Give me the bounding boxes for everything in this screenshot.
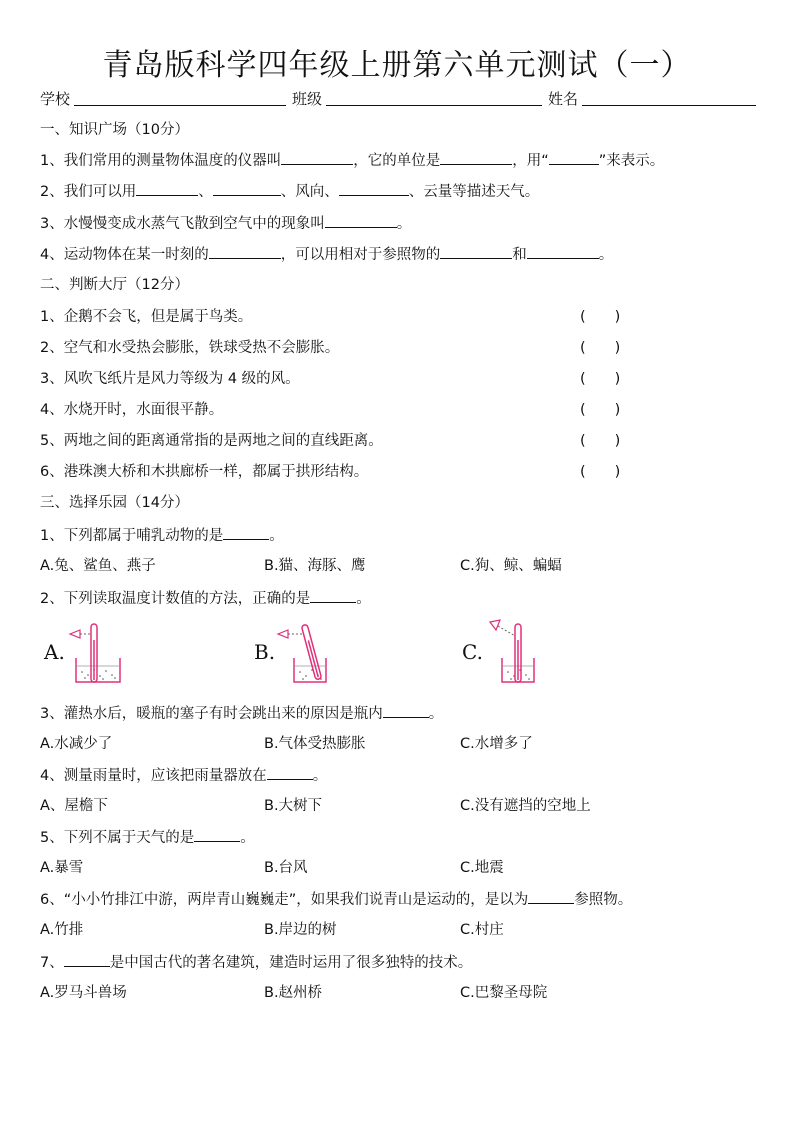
q3-option-a[interactable]: A.水减少了 (40, 736, 113, 752)
student-info-line (40, 88, 756, 110)
choice-question-6: 6、“小小竹排江中游，两岸青山巍巍走”，如果我们说青山是运动的，是以为 参照物。 (40, 889, 632, 910)
choice-question-1: 1、下列都属于哺乳动物的是 。 (40, 525, 284, 546)
s1-question-4: 4、运动物体在某一时刻的 ，可以用相对于参照物的 和 。 (40, 244, 613, 265)
judge-item-4: 4、水烧开时，水面很平静。 (40, 402, 224, 418)
q3-option-c[interactable]: C.水增多了 (460, 736, 533, 752)
school-blank[interactable] (74, 105, 286, 106)
choice-question-4: 4、测量雨量时，应该把雨量器放在 。 (40, 765, 327, 786)
class-blank[interactable] (326, 105, 542, 106)
q6-option-c[interactable]: C.村庄 (460, 922, 504, 938)
choice-question-5: 5、下列不属于天气的是 。 (40, 827, 255, 848)
choice-question-3: 3、灌热水后，暖瓶的塞子有时会跳出来的原因是瓶内 。 (40, 703, 443, 724)
name-blank[interactable] (582, 105, 756, 106)
answer-blank[interactable] (440, 150, 512, 165)
figure-label-b[interactable]: B. (254, 640, 276, 664)
choice-question-2: 2、下列读取温度计数值的方法，正确的是 。 (40, 588, 371, 609)
figure-label-a[interactable]: A. (44, 640, 65, 664)
s1-question-3: 3、水慢慢变成水蒸气飞散到空气中的现象叫 。 (40, 213, 411, 234)
answer-blank[interactable] (549, 150, 599, 165)
q4-option-c[interactable]: C.没有遮挡的空地上 (460, 798, 591, 814)
answer-blank[interactable] (223, 525, 269, 540)
s1-question-1: 1、我们常用的测量物体温度的仪器叫 ，它的单位是 ，用“ ”来表示。 (40, 150, 664, 171)
judge-answer-paren-1[interactable]: ( ) (580, 309, 621, 325)
choice-question-7: 7、 是中国古代的著名建筑，建造时运用了很多独特的技术。 (40, 952, 472, 973)
judge-answer-paren-3[interactable]: ( ) (580, 371, 621, 387)
answer-blank[interactable] (194, 827, 240, 842)
answer-blank[interactable] (325, 213, 397, 228)
answer-blank[interactable] (528, 889, 574, 904)
q1-option-b[interactable]: B.猫、海豚、鹰 (264, 558, 366, 574)
answer-blank[interactable] (440, 244, 512, 259)
answer-blank[interactable] (383, 703, 429, 718)
q1-option-c[interactable]: C.狗、鲸、蝙蝠 (460, 558, 562, 574)
q3-option-b[interactable]: B.气体受热膨胀 (264, 736, 366, 752)
judge-answer-paren-2[interactable]: ( ) (580, 340, 621, 356)
answer-blank[interactable] (310, 588, 356, 603)
judge-answer-paren-4[interactable]: ( ) (580, 402, 621, 418)
answer-blank[interactable] (213, 181, 281, 196)
judge-item-1: 1、企鹅不会飞，但是属于鸟类。 (40, 309, 253, 325)
name-label: 姓名 (548, 90, 579, 108)
judge-answer-paren-5[interactable]: ( ) (580, 433, 621, 449)
thermometer-figure-c (484, 614, 544, 686)
q5-option-c[interactable]: C.地震 (460, 860, 504, 876)
judge-item-6: 6、港珠澳大桥和木拱廊桥一样，都属于拱形结构。 (40, 464, 369, 480)
q4-option-a[interactable]: A、屋檐下 (40, 798, 108, 814)
judge-item-5: 5、两地之间的距离通常指的是两地之间的直线距离。 (40, 433, 383, 449)
judge-answer-paren-6[interactable]: ( ) (580, 464, 621, 480)
section1-heading: 一、知识广场（10分） (40, 122, 189, 138)
q7-option-c[interactable]: C.巴黎圣母院 (460, 985, 548, 1001)
answer-blank[interactable] (64, 952, 110, 967)
section2-heading: 二、判断大厅（12分） (40, 277, 189, 293)
q7-option-b[interactable]: B.赵州桥 (264, 985, 323, 1001)
q4-option-b[interactable]: B.大树下 (264, 798, 323, 814)
answer-blank[interactable] (527, 244, 599, 259)
answer-blank[interactable] (339, 181, 409, 196)
q5-option-a[interactable]: A.暴雪 (40, 860, 84, 876)
answer-blank[interactable] (281, 150, 353, 165)
judge-item-2: 2、空气和水受热会膨胀，铁球受热不会膨胀。 (40, 340, 340, 356)
class-label: 班级 (292, 90, 323, 108)
q5-option-b[interactable]: B.台风 (264, 860, 308, 876)
thermometer-figure-b (274, 620, 334, 686)
s1-question-2: 2、我们可以用 、 、风向、 、云量等描述天气。 (40, 181, 539, 202)
school-label: 学校 (40, 90, 71, 108)
q6-option-b[interactable]: B.岸边的树 (264, 922, 337, 938)
q1-option-a[interactable]: A.兔、鲨鱼、燕子 (40, 558, 156, 574)
section3-heading: 三、选择乐园（14分） (40, 495, 189, 511)
thermometer-figure-a (66, 620, 126, 686)
answer-blank[interactable] (136, 181, 198, 196)
judge-item-3: 3、风吹飞纸片是风力等级为 4 级的风。 (40, 371, 300, 387)
figure-label-c[interactable]: C. (462, 640, 483, 664)
q7-option-a[interactable]: A.罗马斗兽场 (40, 985, 127, 1001)
answer-blank[interactable] (267, 765, 313, 780)
answer-blank[interactable] (209, 244, 281, 259)
page-title: 青岛版科学四年级上册第六单元测试（一） (102, 48, 692, 83)
q6-option-a[interactable]: A.竹排 (40, 922, 84, 938)
